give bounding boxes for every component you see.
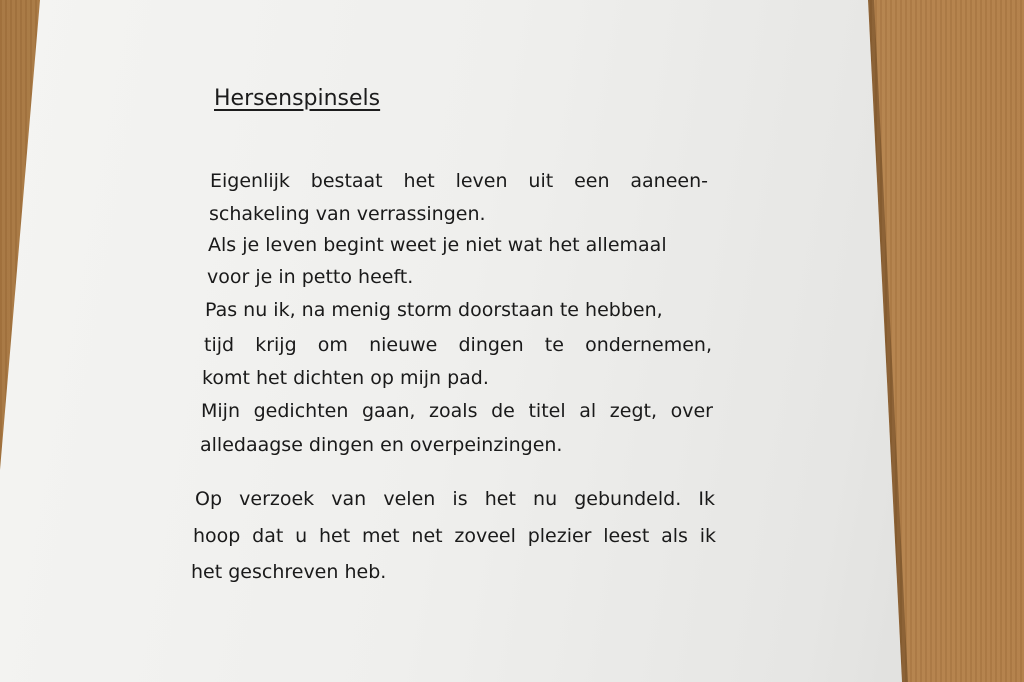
text-line: hoop dat u het met net zoveel plezier leest als ik bbox=[193, 525, 716, 547]
text-line: Eigenlijk bestaat het leven uit een aaneen- bbox=[210, 170, 708, 192]
page-title: Hersenspinsels bbox=[214, 86, 381, 111]
text-line: Als je leven begint weet je niet wat het allemaal bbox=[208, 234, 667, 256]
text-line: Pas nu ik, na menig storm doorstaan te hebben, bbox=[205, 299, 663, 321]
text-line: Mijn gedichten gaan, zoals de titel al zegt, over bbox=[201, 400, 713, 422]
text-line: schakeling van verrassingen. bbox=[209, 203, 486, 225]
text-line: Op verzoek van velen is het nu gebundeld. Ik bbox=[195, 488, 715, 510]
text-line: het geschreven heb. bbox=[191, 561, 387, 583]
text-line: komt het dichten op mijn pad. bbox=[202, 367, 489, 389]
text-line: tijd krijg om nieuwe dingen te ondernemen, bbox=[204, 334, 712, 356]
text-line: alledaagse dingen en overpeinzingen. bbox=[200, 434, 563, 456]
text-line: voor je in petto heeft. bbox=[207, 266, 414, 288]
